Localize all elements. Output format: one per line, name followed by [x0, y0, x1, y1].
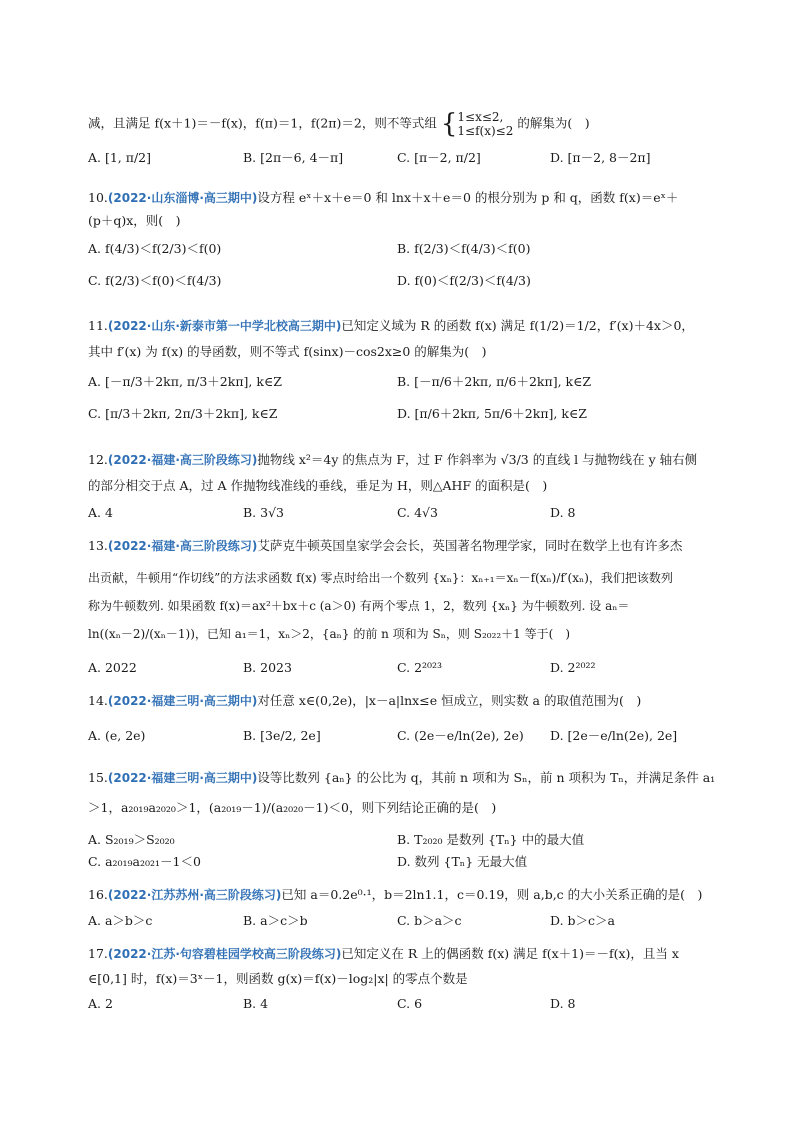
- q15-text-1: 设等比数列 {aₙ} 的公比为 q，其前 n 项和为 Sₙ，前 n 项积为 Tₙ，并满足条件 a₁: [257, 770, 716, 785]
- q16-option-d: D. b＞c＞a: [550, 913, 615, 928]
- q11-option-a: A. [－π/3＋2kπ, π/3＋2kπ], k∈Z: [88, 374, 282, 389]
- q13-option-b: B. 2023: [243, 660, 292, 675]
- q17-line-1: [88, 946, 679, 962]
- q16-text-1: 已知 a＝0.2e⁰·¹，b＝2ln1.1，c＝0.19，则 a,b,c 的大小关系正确的是( ): [281, 887, 703, 902]
- q13-option-c: C. 2²⁰²³: [397, 660, 443, 675]
- q11-option-b: B. [－π/6＋2kπ, π/6＋2kπ], k∈Z: [397, 374, 592, 389]
- q12-text-2: 的部分相交于点 A，过 A 作抛物线准线的垂线，垂足为 H，则△AHF 的面积是( ): [88, 478, 548, 493]
- q16-source: (2022·江苏苏州·高三阶段练习): [107, 888, 282, 902]
- q9-option-c: C. [π－2, π/2]: [397, 150, 481, 165]
- q12-option-a: A. 4: [88, 505, 113, 520]
- q10-option-d: D. f(0)＜f(2/3)＜f(4/3): [397, 273, 531, 288]
- system-brace: {: [440, 109, 458, 139]
- q10-option-c: C. f(2/3)＜f(0)＜f(4/3): [88, 273, 222, 288]
- q15-option-c: C. a₂₀₁₉a₂₀₂₁－1＜0: [88, 854, 201, 869]
- q15-source: (2022·福建三明·高三期中): [107, 771, 258, 785]
- q14-source: (2022·福建三明·高三期中): [107, 694, 258, 708]
- q12-source: (2022·福建·高三阶段练习): [107, 453, 258, 467]
- q9-option-d: D. [π－2, 8－2π]: [550, 150, 651, 165]
- q15-option-b: B. T₂₀₂₀ 是数列 {Tₙ} 中的最大值: [397, 832, 585, 847]
- q10-number: 10.: [88, 190, 108, 205]
- q11-text-2: 其中 f′(x) 为 f(x) 的导函数，则不等式 f(sinx)－cos2x≥0 的解集为( ): [88, 344, 487, 359]
- q14-number: 14.: [88, 693, 108, 708]
- q11-number: 11.: [88, 318, 108, 333]
- q14-option-c: C. (2e－e/ln(2e), 2e): [397, 728, 524, 743]
- q17-number: 17.: [88, 946, 108, 961]
- q17-text-1: 已知定义在 R 上的偶函数 f(x) 满足 f(x＋1)＝－f(x)，且当 x: [341, 946, 679, 961]
- q13-text-2: 出贡献，牛顿用“作切线”的方法求函数 f(x) 零点时给出一个数列 {xₙ}：xₙ₊₁＝xₙ－f(xₙ)/f′(xₙ)，我们把该数列: [88, 571, 673, 585]
- q16-number: 16.: [88, 887, 108, 902]
- q9-sys-1: 1≤x≤2,: [457, 110, 504, 124]
- q15-option-d: D. 数列 {Tₙ} 无最大值: [397, 854, 528, 869]
- q12-line-1: [88, 452, 697, 468]
- q13-line-1: [88, 538, 682, 554]
- q14-option-d: D. [2e－e/ln(2e), 2e]: [550, 728, 678, 743]
- q17-option-d: D. 8: [550, 996, 576, 1011]
- q14-option-a: A. (e, 2e): [88, 728, 146, 743]
- q10-source: (2022·山东淄博·高三期中): [107, 191, 258, 205]
- q12-number: 12.: [88, 452, 108, 467]
- q17-option-b: B. 4: [243, 996, 269, 1011]
- q10-line-1: [88, 190, 678, 206]
- q13-option-d: D. 2²⁰²²: [550, 660, 596, 675]
- q10-option-a: A. f(4/3)＜f(2/3)＜f(0): [88, 241, 222, 256]
- q12-text-1: 抛物线 x²＝4y 的焦点为 F，过 F 作斜率为 √3/3 的直线 l 与抛物线在 y 轴右侧: [257, 452, 698, 467]
- q13-text-3: 称为牛顿数列. 如果函数 f(x)＝ax²＋bx＋c (a＞0) 有两个零点 1，2，数列 {xₙ} 为牛顿数列. 设 aₙ＝: [88, 599, 630, 613]
- q11-option-c: C. [π/3＋2kπ, 2π/3＋2kπ], k∈Z: [88, 406, 278, 421]
- q15-number: 15.: [88, 770, 108, 785]
- q16-line-1: [88, 887, 702, 903]
- q12-option-d: D. 8: [550, 505, 576, 520]
- q15-line-1: [88, 770, 715, 786]
- q9-option-a: A. [1, π/2]: [88, 150, 152, 165]
- q13-text-1: 艾萨克牛顿英国皇家学会会长，英国著名物理学家，同时在数学上也有许多杰: [257, 538, 683, 553]
- q11-source: (2022·山东·新泰市第一中学北校高三期中): [107, 319, 342, 333]
- q9-stem-a: 减，且满足 f(x＋1)＝－f(x)，f(π)＝1，f(2π)＝2，则不等式组: [88, 115, 437, 131]
- q12-option-b: B. 3√3: [243, 505, 285, 520]
- q10-option-b: B. f(2/3)＜f(4/3)＜f(0): [397, 241, 531, 256]
- q9-option-b: B. [2π－6, 4－π]: [243, 150, 344, 165]
- q10-text-2: (p＋q)x，则( ): [88, 213, 181, 228]
- q12-option-c: C. 4√3: [397, 505, 438, 520]
- q13-option-a: A. 2022: [88, 660, 137, 675]
- q9-sys-2: 1≤f(x)≤2: [457, 124, 514, 138]
- q15-text-2: ＞1，a₂₀₁₉a₂₀₂₀＞1，(a₂₀₁₉－1)/(a₂₀₂₀－1)＜0，则下列结论正确的是( ): [88, 800, 497, 815]
- q13-source: (2022·福建·高三阶段练习): [107, 539, 258, 553]
- q11-text-1: 已知定义域为 R 的函数 f(x) 满足 f(1/2)＝1/2，f′(x)＋4x＞0，: [341, 318, 694, 333]
- q16-option-c: C. b＞a＞c: [397, 913, 462, 928]
- q11-line-1: [88, 318, 694, 334]
- q13-number: 13.: [88, 538, 108, 553]
- q17-text-2: ∈[0,1] 时，f(x)＝3ˣ－1，则函数 g(x)＝f(x)－log₂|x| 的零点个数是: [88, 971, 468, 986]
- q16-option-b: B. a＞c＞b: [243, 913, 308, 928]
- q9-stem: [88, 110, 590, 138]
- q13-text-4: ln((xₙ－2)/(xₙ－1))，已知 a₁＝1，xₙ＞2，{aₙ} 的前 n 项和为 Sₙ，则 S₂₀₂₂＋1 等于( ): [88, 627, 570, 641]
- q14-line-1: [88, 693, 641, 709]
- q9-system: [457, 110, 513, 138]
- q17-option-a: A. 2: [88, 996, 113, 1011]
- q15-option-a: A. S₂₀₁₉＞S₂₀₂₀: [88, 832, 175, 847]
- q10-text-1: 设方程 eˣ＋x＋e＝0 和 lnx＋x＋e＝0 的根分别为 p 和 q，函数 f(x)＝eˣ＋: [257, 190, 679, 205]
- q11-option-d: D. [π/6＋2kπ, 5π/6＋2kπ], k∈Z: [397, 406, 587, 421]
- q17-source: (2022·江苏·句容碧桂园学校高三阶段练习): [107, 947, 342, 961]
- q17-option-c: C. 6: [397, 996, 423, 1011]
- q14-text-1: 对任意 x∈(0,2e)，|x－a|lnx≤e 恒成立，则实数 a 的取值范围为( ): [257, 693, 642, 708]
- q9-stem-b: 的解集为( ): [517, 115, 590, 131]
- q16-option-a: A. a＞b＞c: [88, 913, 153, 928]
- q14-option-b: B. [3e/2, 2e]: [243, 728, 321, 743]
